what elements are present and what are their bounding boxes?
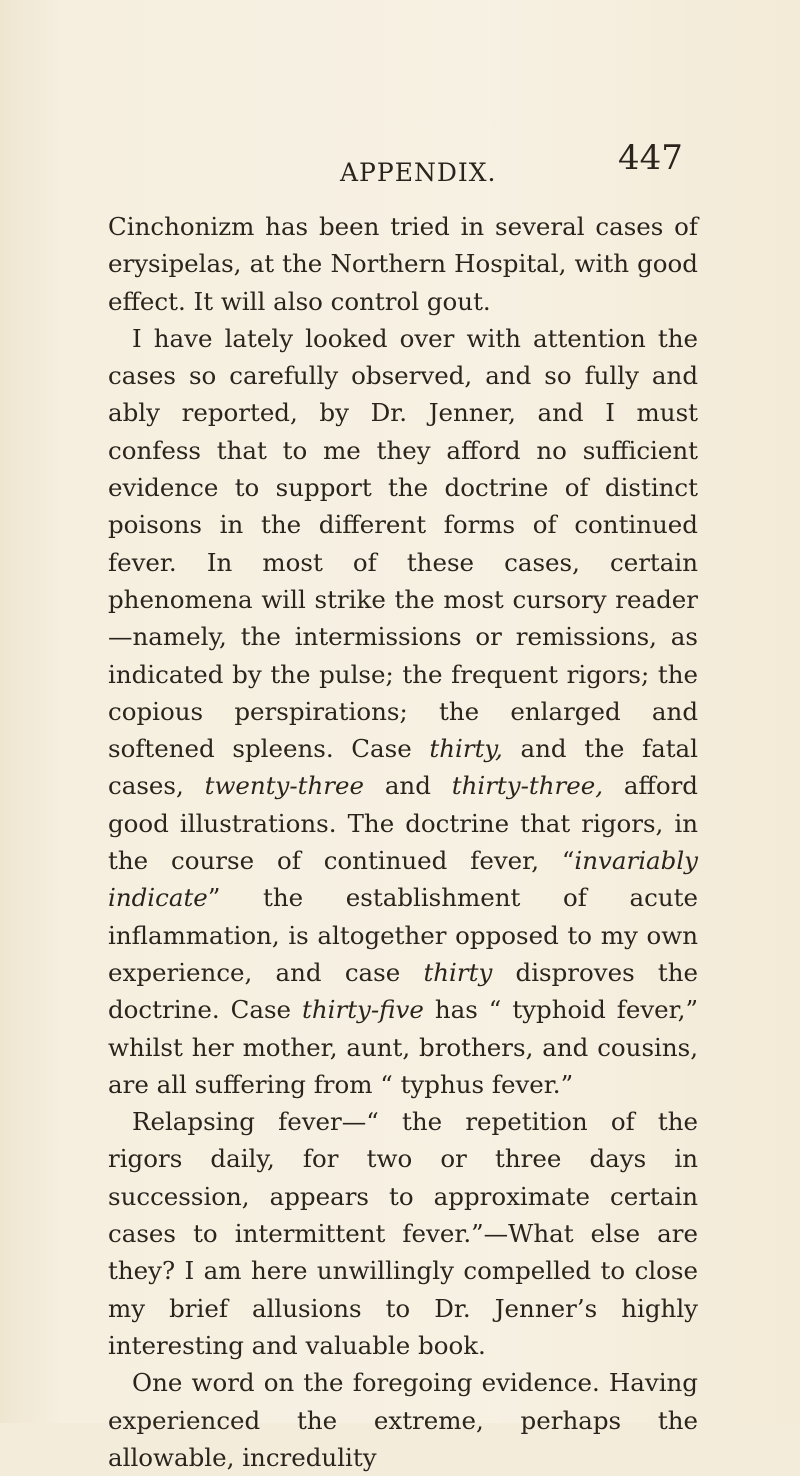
p2-text-b: and the fatal cases,: [108, 734, 698, 801]
p2-text-g: has “ typhoid fever,” whilst her mother, aunt, brothers, and cousins, are all suffering from “ typhus fever.”: [108, 995, 698, 1099]
page-number: 447: [618, 138, 683, 178]
p2-italic-6: thirty-five: [302, 995, 424, 1025]
running-header: APPENDIX.: [340, 158, 497, 187]
p2-italic-1: thirty,: [429, 734, 503, 764]
p2-italic-2: twenty-three: [204, 771, 364, 801]
p2-text-c: and: [364, 771, 452, 801]
p2-italic-3: thirty-three,: [451, 771, 603, 801]
p2-text-e: ” the establishment of acute inflammation, is altogether opposed to my own experience, and case: [108, 883, 698, 987]
p2-italic-4: invariably indicate: [108, 846, 698, 913]
p2-italic-5: thirty: [423, 957, 493, 987]
body-text: [108, 208, 698, 1476]
paragraph-3: Relapsing fever—“ the repetition of the rigors daily, for two or three days in succession, appears to approximate certain cases to intermittent fever.”—What else are they? I am here unwillingly compelled to close my brief allusions to Dr. Jenner’s highly interesting and valuable book.: [108, 1107, 698, 1360]
p2-text-a: I have lately looked over with attention the cases so carefully observed, and so fully and ably reported, by Dr. Jenner, and I must confess that to me they afford no sufficient evidence to support the doctrine of distinct poisons in the different forms of continued fever. In most of these cases, certain phenomena will strike the most cursory reader—namely, the intermissions or remissions, as indicated by the pulse; the frequent rigors; the copious perspirations; the enlarged and softened spleens. Case: [108, 323, 698, 764]
paragraph-1: Cinchonizm has been tried in several cases of erysipelas, at the Northern Hospital, with good effect. It will also control gout.: [108, 212, 698, 316]
paragraph-4: One word on the foregoing evidence. Having experienced the extreme, perhaps the allowable, incredulity: [108, 1368, 698, 1472]
paragraph-2: [108, 320, 698, 1103]
p2-text-d: afford good illustrations. The doctrine that rigors, in the course of continued fever, “: [108, 771, 698, 876]
p2-text-f: disproves the doctrine. Case: [108, 957, 698, 1025]
